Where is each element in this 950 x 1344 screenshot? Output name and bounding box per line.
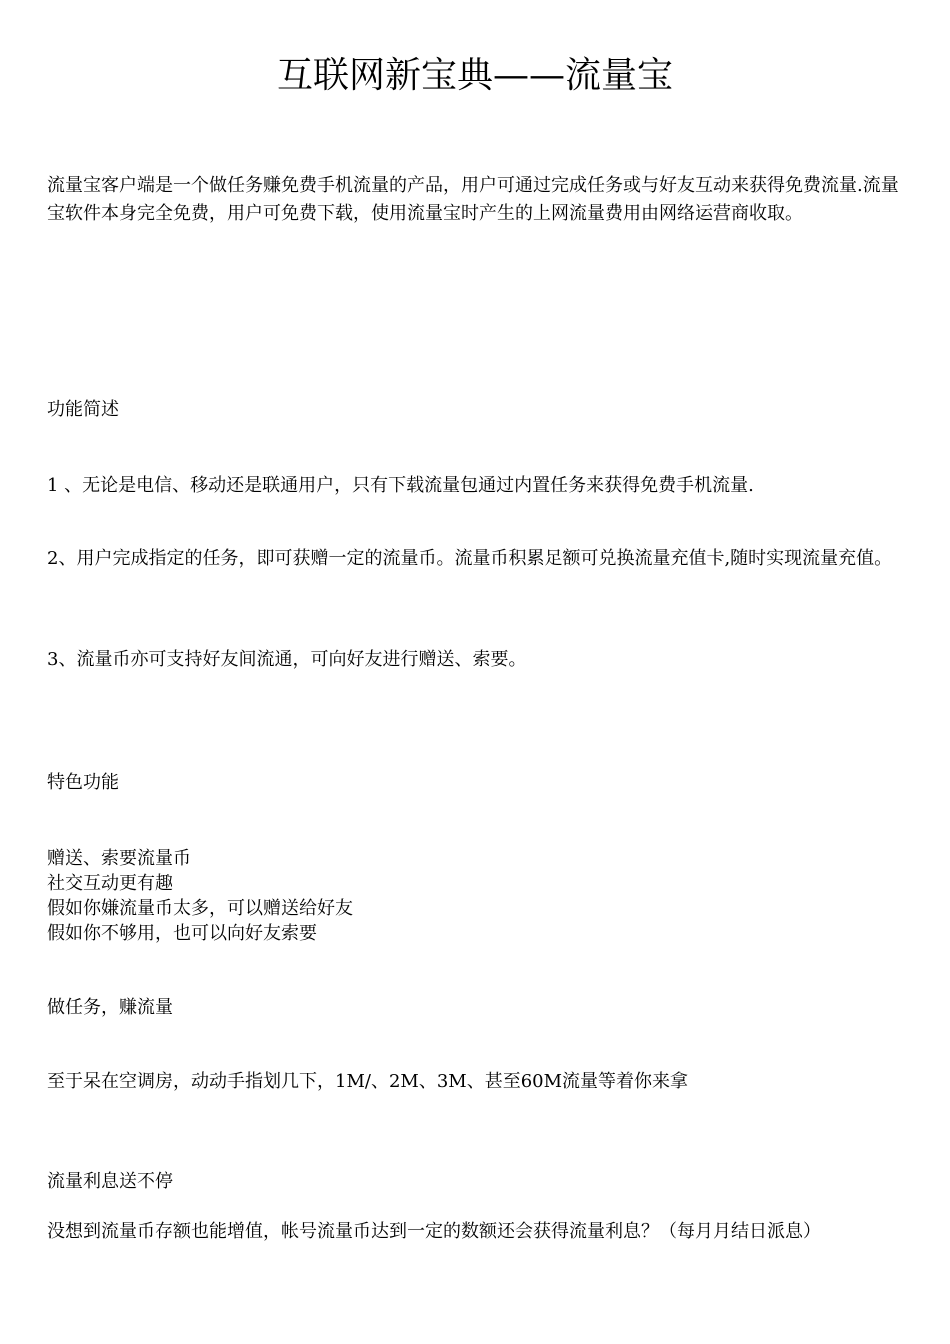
interest-heading: 流量利息送不停: [47, 1171, 173, 1192]
overview-item-2: 2、用户完成指定的任务，即可获赠一定的流量币。流量币积累足额可兑换流量充值卡,随时实现流量充值。: [47, 548, 893, 569]
tasks-text: 至于呆在空调房，动动手指划几下，1M/、2M、3M、甚至60M流量等着你来拿: [47, 1071, 689, 1092]
overview-item-3: 3、流量币亦可支持好友间流通，可向好友进行赠送、索要。: [47, 649, 527, 670]
overview-item-1: 1 、无论是电信、移动还是联通用户，只有下载流量包通过内置任务来获得免费手机流量.: [47, 475, 754, 496]
gift-line: 假如你嫌流量币太多，可以赠送给好友: [47, 898, 353, 919]
gift-feature-lines: [47, 846, 907, 946]
overview-heading: 功能简述: [47, 399, 119, 420]
tasks-heading: 做任务，赚流量: [47, 997, 173, 1018]
gift-line: 社交互动更有趣: [47, 873, 173, 894]
features-heading: 特色功能: [47, 772, 119, 793]
interest-text: 没想到流量币存额也能增值，帐号流量币达到一定的数额还会获得流量利息？（每月月结日派息）: [47, 1221, 821, 1242]
document-title: 互联网新宝典——流量宝: [276, 55, 673, 96]
gift-line: 假如你不够用，也可以向好友索要: [47, 923, 317, 944]
gift-line: 赠送、索要流量币: [47, 848, 191, 869]
intro-paragraph: 流量宝客户端是一个做任务赚免费手机流量的产品，用户可通过完成任务或与好友互动来获得免费流量.流量宝软件本身完全免费，用户可免费下载，使用流量宝时产生的上网流量费用由网络运营商收取。: [47, 175, 899, 224]
